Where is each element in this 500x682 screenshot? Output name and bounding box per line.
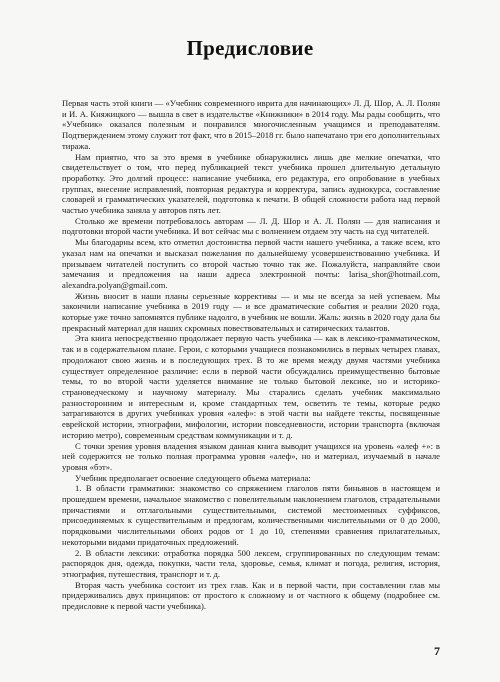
preface-text — [62, 98, 440, 612]
paragraph-10: 2. В области лексики: отработка порядка 500 лексем, сгруппированных по следующим темам: распорядок дня, одежда, покупки, части тела, здоровье, семья, климат и погода, религия, история, этнография, путешествия, транспорт и т. д. — [62, 547, 440, 579]
paragraph-9: 1. В области грамматики: знакомство со спряжением глаголов пяти биньянов в настоящем и прошедшем времени, начальное знакомство с повелительным наклонением глаголов, страдательными причастиями и отглагольными существительными, системой местоименных суффиксов, присоединяемых к существительным и предлогам, количественными числительными от 0 до 2000, порядковыми числительными обоих родов от 1 до 10, степенями сравнения прилагательных, некоторыми видами придаточных предложений. — [62, 483, 440, 547]
paragraph-1: Первая часть этой книги — «Учебник современного иврита для начинающих» Л. Д. Шор, А. Л. Полян и И. А. Княжицкого — вышла в свет в издательстве «Книжники» в 2014 году. Мы рады сообщить, что «Учебник» оказался полезным и понравился многочисленным учащимся и преподавателям. Подтверждением этому служит тот факт, что в 2015–2018 гг. было напечатано три его дополнительных тиража. — [62, 98, 440, 151]
paragraph-6: Эта книга непосредственно продолжает первую часть учебника — как в лексико-грамматическом, так и в содержательном плане. Герои, с которыми учащиеся познакомились в первых четырех главах, продолжают свою жизнь и в последующих трех. В то же время между двумя частями учебника существует определенное различие: если в первой части обсуждались преимущественно бытовые темы, то во второй части уделяется внимание не только бытовой лексике, но и историко-страноведческому и научному материалу. Мы старались сделать учебник максимально разносторонним и интересным и, кроме стандартных тем, осветить те темы, которые редко затрагиваются в других учебниках уровня «алеф»: в этой части вы найдете тексты, посвященные еврейской истории, этнографии, мифологии, истории повседневности, истории транспорта (включая историю метро), современным средствам коммуникации и т. д. — [62, 333, 440, 440]
page-number: 7 — [434, 644, 440, 658]
paragraph-5: Жизнь вносит в наши планы серьезные коррективы — и мы не всегда за ней успеваем. Мы закончили написание учебника в 2019 году — и все драматические события и реалии 2020 года, которые уже точно запомнятся публике надолго, в учебник не вошли. Жаль: жизнь в 2020 году дала бы прекрасный материал для наших скромных повествовательных и сатирических талантов. — [62, 290, 440, 333]
paragraph-4: Мы благодарны всем, кто отметил достоинства первой части нашего учебника, а также всем, кто указал нам на опечатки и высказал пожелания по дальнейшему усовершенствованию учебника. И призываем читателей поступить со второй частью точно так же. Пожалуйста, направляйте свои замечания и предложения на наши адреса электронной почты: larisa_shor@hotmail.com, alexandra.polyan@gmail.com. — [62, 237, 440, 290]
paragraph-8: Учебник предполагает освоение следующего объема материала: — [75, 472, 311, 483]
paragraph-7: С точки зрения уровня владения языком данная книга выводит учащихся на уровень «алеф +»: в ней содержится не только полная программа уровня «алеф», но и материал, изучаемый в начале уровня «бэт». — [62, 440, 440, 472]
paragraph-11: Вторая часть учебника состоит из трех глав. Как и в первой части, при составлении глав мы придерживались двух принципов: от простого к сложному и от частного к общему (подробнее см. предисловие к первой части учебника). — [62, 579, 440, 612]
paragraph-2: Нам приятно, что за это время в учебнике обнаружились лишь две мелкие опечатки, что свидетельствует о том, что перед публикацией текст учебника прошел длительную детальную проработку. Это долгий процесс: написание учебника, его редактура, его опробование в учебных группах, внесение исправлений, повторная редактура и корректура, запись аудиокурса, составление словарей и грамматических указателей, подготовка к печати. В общей сложности работа над первой частью учебника заняла у авторов пять лет. — [62, 151, 440, 216]
paragraph-3: Столько же времени потребовалось авторам — Л. Д. Шор и А. Л. Полян — для написания и подготовки второй части учебника. И вот сейчас мы с волнением отдаем эту часть на суд читателей. — [62, 215, 440, 237]
page-title: Предисловие — [186, 36, 314, 60]
